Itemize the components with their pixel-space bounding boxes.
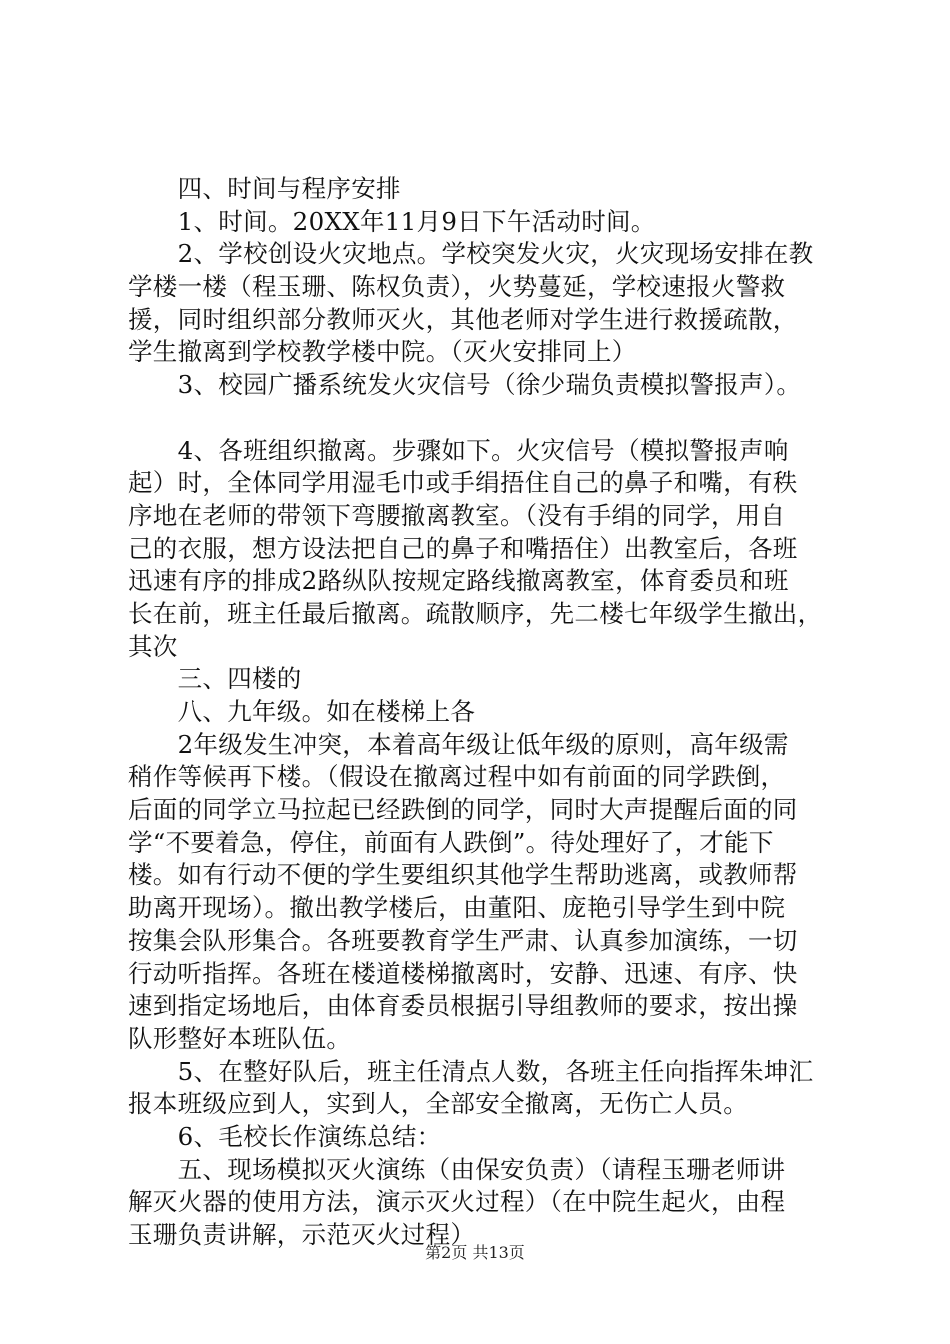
text-line: 4、各班组织撤离。步骤如下。火灾信号（模拟警报声响 [128,435,789,465]
text-line: 己的衣服，想方设法把自己的鼻子和嘴捂住）出教室后，各班 [128,533,798,563]
text-line: 八、九年级。如在楼梯上各 [128,697,476,726]
text-line: 学生撤离到学校教学楼中院。（灭火安排同上） [128,337,637,367]
text-line: 6、毛校长作演练总结： [128,1121,442,1151]
text-line: 解灭火器的使用方法，演示灭火过程）（在中院生起火，由程 [128,1187,786,1217]
text-line: 四、时间与程序安排 [128,174,401,203]
text-line: 援，同时组织部分教师灭火，其他老师对学生进行救援疏散， [128,304,798,334]
document-body [128,173,838,1252]
text-line: 迅速有序的排成2路纵队按规定路线撤离教室，体育委员和班 [128,566,789,596]
text-line: 起）时，全体同学用湿毛巾或手绢捂住自己的鼻子和嘴，有秩 [128,468,798,498]
text-line: 1、时间。20XX年11月9日下午活动时间。 [128,206,656,236]
text-line: 2、学校创设火灾地点。学校突发火灾，火灾现场安排在教 [128,239,814,269]
text-line: 助离开现场）。撤出教学楼后，由董阳、庞艳引导学生到中院 [128,893,786,923]
text-line: 速到指定场地后，由体育委员根据引导组教师的要求，按出操 [128,991,798,1021]
text-line: 楼。如有行动不便的学生要组织其他学生帮助逃离，或教师帮 [128,860,798,890]
text-line: 稍作等候再下楼。（假设在撤离过程中如有前面的同学跌倒， [128,762,786,792]
page-footer: 第2页 共13页 [425,1243,525,1262]
text-line: 行动听指挥。各班在楼道楼梯撤离时，安静、迅速、有序、快 [128,958,798,988]
text-line: 五、现场模拟灭火演练（由保安负责）（请程玉珊老师讲 [128,1154,786,1184]
text-line: 3、校园广播系统发火灾信号（徐少瑞负责模拟警报声）。 [128,370,802,400]
text-line: 学楼一楼（程玉珊、陈权负责），火势蔓延，学校速报火警救 [128,272,786,302]
text-line: 序地在老师的带领下弯腰撤离教室。（没有手绢的同学，用自 [128,500,786,530]
text-line: 2年级发生冲突，本着高年级让低年级的原则，高年级需 [128,729,789,759]
text-line: 按集会队形集合。各班要教育学生严肃、认真参加演练，一切 [128,925,798,955]
text-line: 队形整好本班队伍。 [128,1023,352,1053]
text-line: 长在前，班主任最后撤离。疏散顺序，先二楼七年级学生撤出， [128,598,823,628]
text-line: 后面的同学立马拉起已经跌倒的同学，同时大声提醒后面的同 [128,795,798,825]
text-line: 三、四楼的 [128,664,302,694]
text-line: 其次 [128,631,178,661]
text-line: 学“不要着急，停住，前面有人跌倒”。待处理好了，才能下 [128,827,774,857]
text-line: 5、在整好队后，班主任清点人数，各班主任向指挥朱坤汇 [128,1056,814,1086]
text-line: 玉珊负责讲解，示范灭火过程） [128,1220,476,1249]
text-line: 报本班级应到人，实到人，全部安全撤离，无伤亡人员。 [128,1089,748,1119]
blank-line [128,402,838,435]
